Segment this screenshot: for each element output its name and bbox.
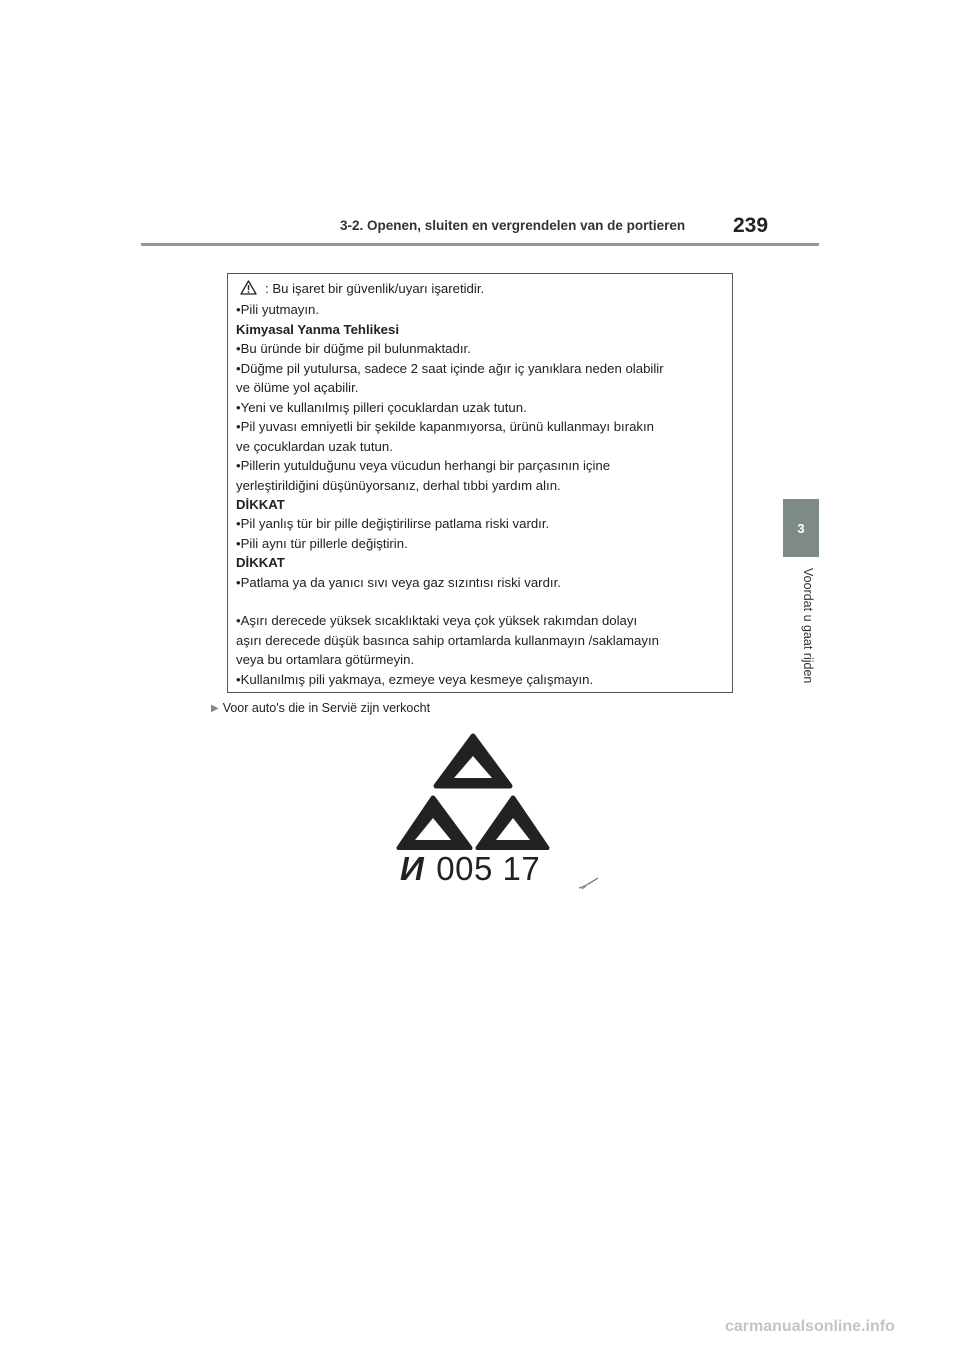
warning-line: ve çocuklardan uzak tutun.: [236, 438, 393, 454]
watermark: carmanualsonline.info: [725, 1318, 895, 1335]
header-divider: [141, 243, 819, 246]
warning-heading: DİKKAT: [236, 496, 285, 512]
serbian-certification-symbol: [395, 732, 555, 855]
warning-line: •Pil yuvası emniyetli bir şekilde kapanmıyorsa, ürünü kullanmayı bırakın: [236, 419, 655, 435]
warning-line: •Patlama ya da yanıcı sıvı veya gaz sızıntısı riski vardır.: [236, 574, 561, 590]
warning-line: •Pil yanlış tür bir pille değiştirilirse patlama riski vardır.: [236, 516, 550, 532]
warning-line: yerleştirildiğini düşünüyorsanız, derhal tıbbi yardım alın.: [236, 477, 561, 493]
warning-heading: DİKKAT: [236, 555, 285, 571]
pen-mark-icon: [578, 876, 600, 895]
warning-line: : Bu işaret bir güvenlik/uyarı işaretidir.: [236, 279, 724, 300]
warning-line: veya bu ortamlara götürmeyin.: [236, 652, 415, 668]
warning-line: ve ölüme yol açabilir.: [236, 380, 359, 396]
warning-heading: Kimyasal Yanma Tehlikesi: [236, 321, 399, 337]
chapter-label: Voordat u gaat rijden: [801, 568, 815, 684]
warning-line: •Pili aynı tür pillerle değiştirin.: [236, 535, 408, 551]
warning-line: aşırı derecede düşük basınca sahip ortamlarda kullanmayın /saklamayın: [236, 632, 659, 648]
arrow-right-icon: ▶: [211, 703, 219, 714]
warning-line: •Pili yutmayın.: [236, 302, 320, 318]
warning-line: •Bu üründe bir düğme pil bulunmaktadır.: [236, 341, 471, 357]
chapter-tab: 3: [783, 499, 819, 557]
page-number: 239: [733, 214, 769, 237]
certification-code: И 005 17: [400, 850, 541, 887]
warning-line: •Düğme pil yutulursa, sadece 2 saat içinde ağır iç yanıklara neden olabilir: [236, 360, 664, 376]
section-note: ▶ Voor auto's die in Servië zijn verkocht: [211, 701, 431, 715]
warning-line: •Pillerin yutulduğunu veya vücudun herhangi bir parçasının içine: [236, 458, 611, 474]
warning-triangle-icon: [240, 280, 257, 300]
battery-warning-box: [227, 273, 733, 693]
warning-line: •Aşırı derecede yüksek sıcaklıktaki veya çok yüksek rakımdan dolayı: [236, 613, 638, 629]
warning-line: •Yeni ve kullanılmış pilleri çocuklardan uzak tutun.: [236, 399, 527, 415]
warning-line: •Kullanılmış pili yakmaya, ezmeye veya kesmeye çalışmayın.: [236, 671, 594, 687]
section-title: 3-2. Openen, sluiten en vergrendelen van de portieren: [340, 218, 686, 233]
